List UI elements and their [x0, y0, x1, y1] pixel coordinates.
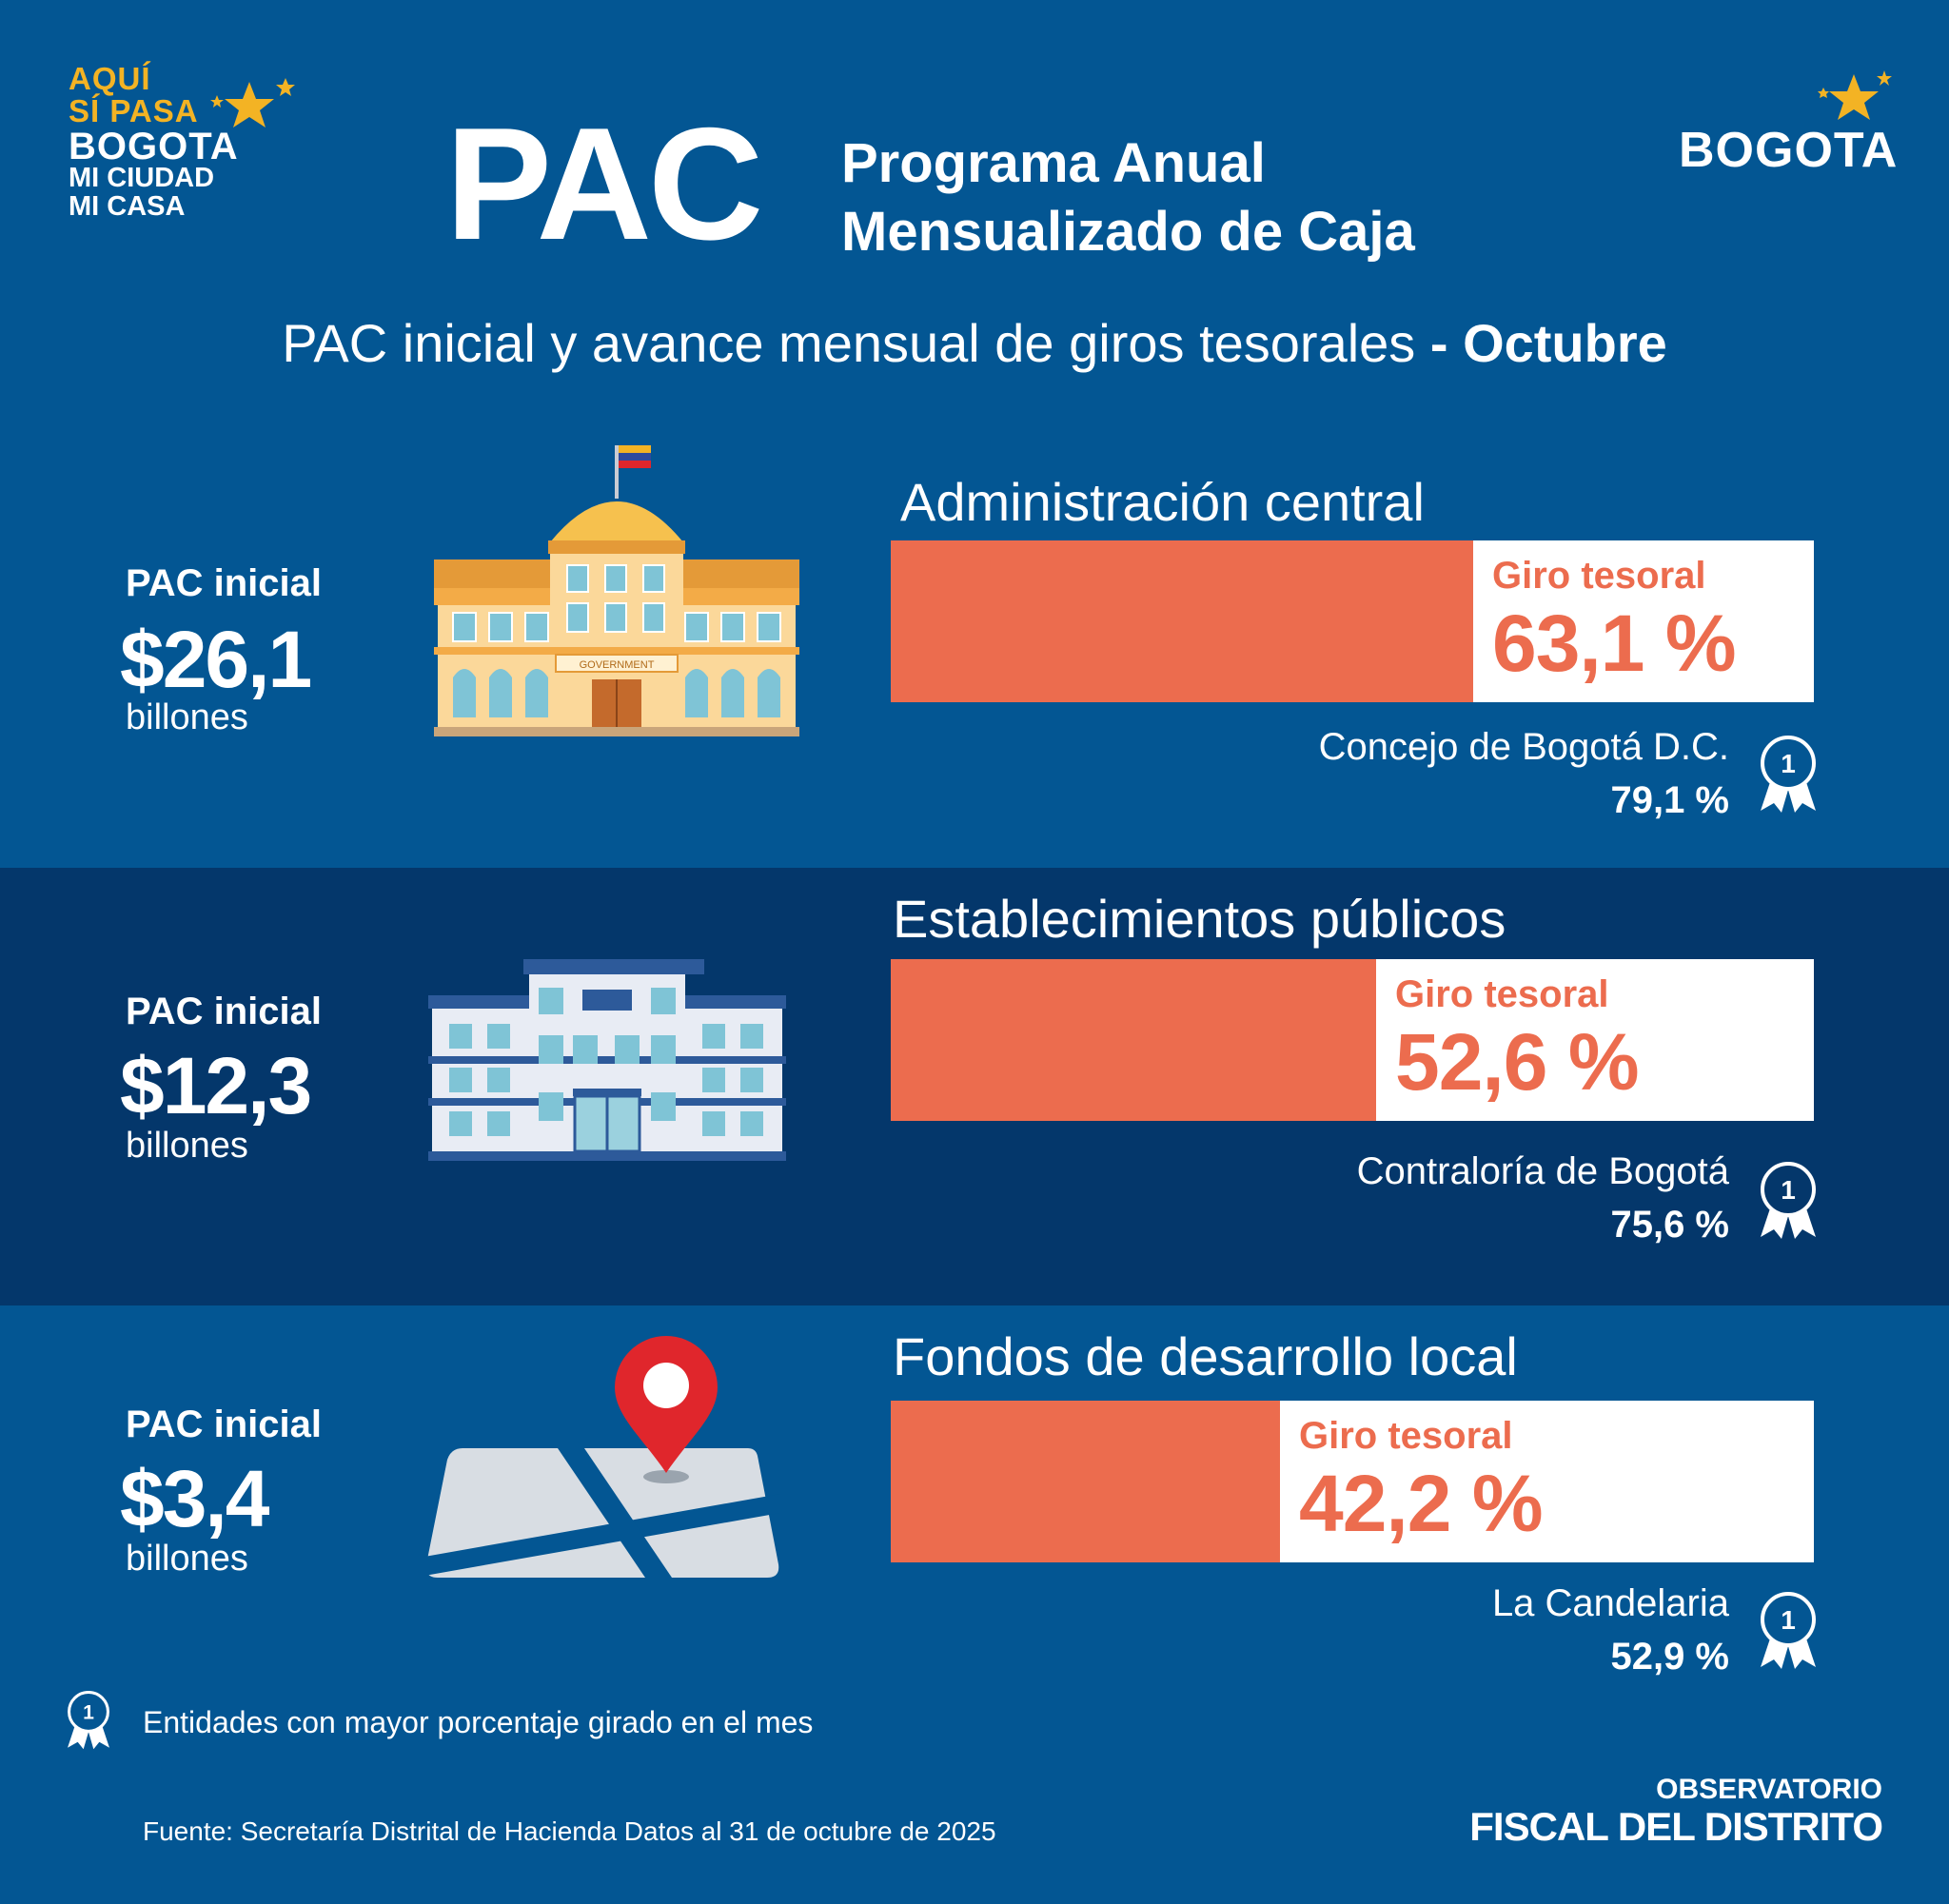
medal-number: 1 [1781, 1175, 1796, 1205]
top-entity-value: 75,6 % [1610, 1204, 1729, 1246]
section-title: Fondos de desarrollo local [893, 1326, 1518, 1386]
medal-number: 1 [1781, 1605, 1796, 1635]
source-note: Fuente: Secretaría Distrital de Hacienda Datos al 31 de octubre de 2025 [143, 1816, 996, 1846]
pac-label: PAC inicial [126, 1403, 322, 1445]
footnote: Entidades con mayor porcentaje girado en el mes [143, 1705, 814, 1739]
giro-value: 52,6 % [1395, 1017, 1639, 1107]
title-line-1: Programa Anual [841, 132, 1266, 194]
bogota-campaign-logo [69, 63, 297, 225]
logo-line: AQUÍ [69, 61, 151, 96]
medal-icon [1757, 735, 1820, 815]
legend-medal-icon [65, 1690, 112, 1751]
section-title: Administración central [900, 472, 1425, 532]
logo-line: MI CASA [69, 191, 186, 222]
top-entity-name: Contraloría de Bogotá [1356, 1150, 1729, 1192]
title-line-2: Mensualizado de Caja [841, 201, 1415, 263]
bogota-logo [1675, 67, 1903, 181]
pac-unit: billones [126, 1126, 248, 1166]
subtitle [0, 312, 1949, 375]
medal-number: 1 [1781, 749, 1796, 778]
logo-line: SÍ PASA [69, 93, 199, 128]
medal-icon [1757, 1161, 1820, 1241]
stars-icon [204, 72, 299, 139]
giro-value: 42,2 % [1299, 1459, 1543, 1548]
observatory-line-1: OBSERVATORIO [1656, 1774, 1882, 1805]
pac-value: $26,1 [120, 615, 311, 704]
progress-bar [891, 1401, 1814, 1562]
logo-line: BOGOTA [69, 126, 239, 167]
pac-label: PAC inicial [126, 991, 322, 1032]
subtitle-month: - Octubre [1429, 313, 1667, 373]
map-pin-icon [424, 1336, 780, 1580]
progress-bar-fill [891, 540, 1473, 702]
giro-label: Giro tesoral [1299, 1415, 1513, 1457]
top-entity-name: Concejo de Bogotá D.C. [1318, 726, 1729, 768]
section-title: Establecimientos públicos [893, 889, 1506, 949]
subtitle-main: PAC inicial y avance mensual de giros tesorales [282, 313, 1416, 373]
logo-text: BOGOTA [1679, 123, 1899, 178]
progress-bar-fill [891, 959, 1376, 1121]
progress-bar-fill [891, 1401, 1280, 1562]
top-entity-value: 52,9 % [1610, 1636, 1729, 1678]
star-icon [1818, 67, 1894, 124]
medal-icon [1757, 1591, 1820, 1671]
giro-value: 63,1 % [1492, 599, 1736, 688]
giro-label: Giro tesoral [1492, 555, 1706, 597]
pac-unit: billones [126, 697, 248, 737]
government-building-icon [434, 442, 799, 736]
top-entity-value: 79,1 % [1610, 779, 1729, 821]
top-entity-name: La Candelaria [1491, 1582, 1729, 1624]
observatory-line-2: FISCAL DEL DISTRITO [1469, 1804, 1882, 1849]
pac-label: PAC inicial [126, 562, 322, 604]
giro-label: Giro tesoral [1395, 973, 1609, 1015]
progress-bar [891, 540, 1814, 702]
pac-unit: billones [126, 1539, 248, 1579]
pac-acronym: PAC [445, 94, 760, 273]
progress-bar [891, 959, 1814, 1121]
pac-value: $3,4 [120, 1454, 268, 1543]
pac-value: $12,3 [120, 1041, 311, 1130]
logo-line: MI CIUDAD [69, 163, 215, 193]
office-building-icon [428, 959, 786, 1161]
medal-number: 1 [83, 1701, 94, 1724]
svg-text:GOVERNMENT: GOVERNMENT [579, 659, 655, 671]
